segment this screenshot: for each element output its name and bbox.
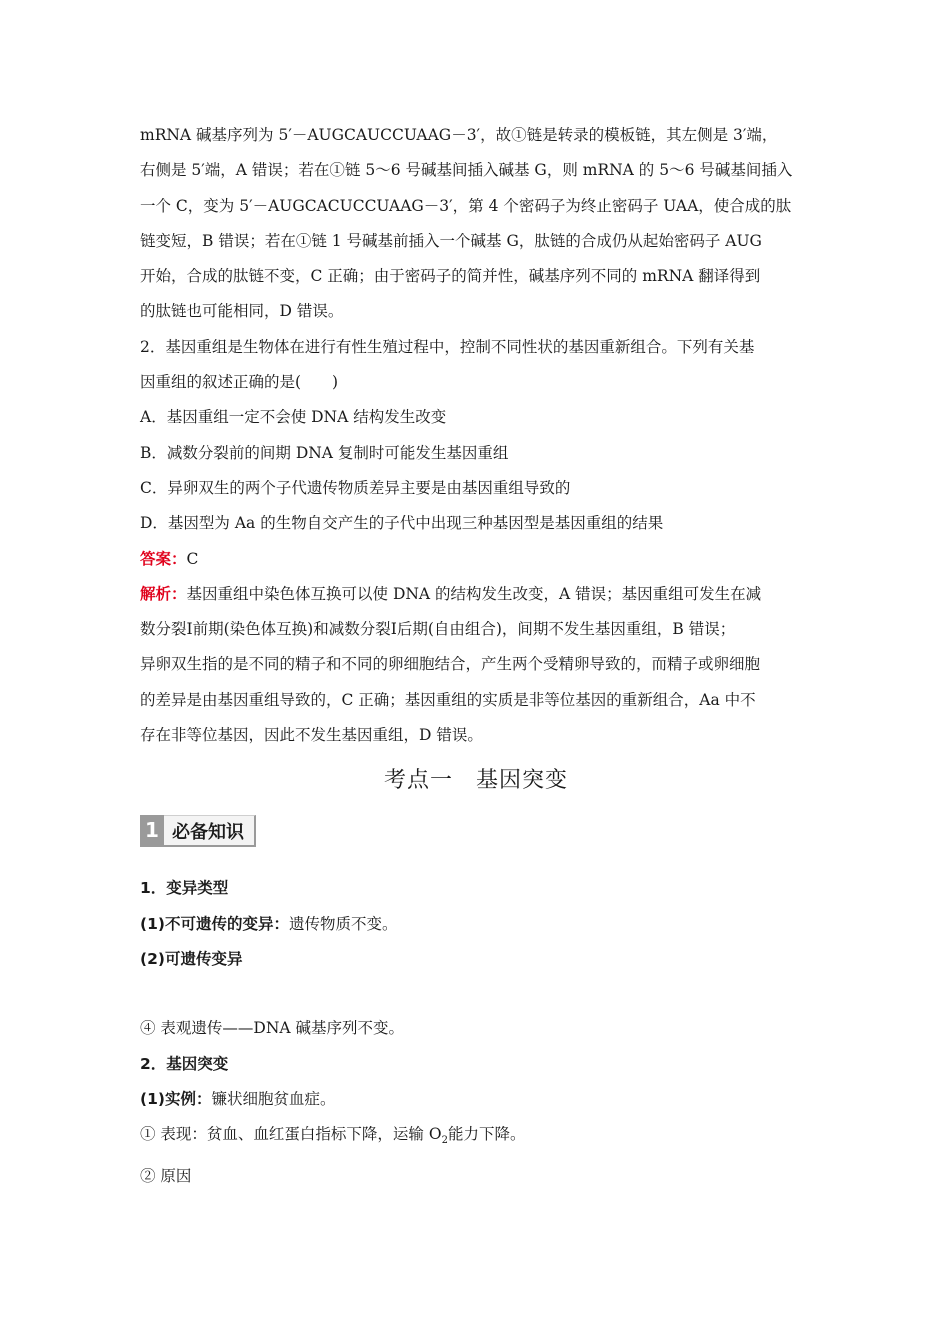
explanation-line: 链变短，B 错误；若在①链 1 号碱基前插入一个碱基 G，肽链的合成仍从起始密码子 AUG	[140, 231, 762, 250]
answer-value: C	[186, 549, 199, 568]
explanation-line: mRNA 碱基序列为 5′－AUGCAUCCUAAG－3′，故①链是转录的模板链，其左侧是 3′端，	[140, 126, 778, 144]
figure-gap	[140, 977, 812, 1011]
option-b: B．减数分裂前的间期 DNA 复制时可能发生基因重组	[140, 443, 509, 462]
item-1-title: 1．变异类型	[140, 879, 229, 898]
answer-line	[140, 542, 812, 577]
analysis-line: 异卵双生指的是不同的精子和不同的卵细胞结合，产生两个受精卵导致的，而精子或卵细胞	[140, 655, 761, 674]
analysis-line: 数分裂Ⅰ前期(染色体互换)和减数分裂Ⅰ后期(自由组合)，间期不发生基因重组，B 错误；	[140, 620, 736, 639]
item-1-sub-2: (2)可遗传变异	[140, 949, 243, 968]
explanation-line: 开始，合成的肽链不变，C 正确；由于密码子的简并性，碱基序列不同的 mRNA 翻译得到	[140, 267, 761, 286]
knowledge-content	[140, 871, 812, 1193]
question-stem: 因重组的叙述正确的是( )	[140, 373, 339, 392]
section-title: 考点一 基因突变	[383, 768, 568, 794]
item-2-point-2: ② 原因	[140, 1166, 192, 1185]
item-1-sub-1: (1)不可遗传的变异：遗传物质不变。	[140, 914, 398, 933]
analysis-line: 的差异是由基因重组导致的，C 正确；基因重组的实质是非等位基因的重新组合，Aa 中不	[140, 690, 756, 709]
option-a: A．基因重组一定不会使 DNA 结构发生改变	[140, 408, 447, 427]
item-2-title: 2．基因突变	[140, 1054, 229, 1073]
question-2	[140, 330, 812, 754]
option-c: C．异卵双生的两个子代遗传物质差异主要是由基因重组导致的	[140, 478, 571, 497]
document-page	[140, 118, 812, 1194]
analysis-label: 解析：	[140, 584, 187, 603]
explanation-line: 右侧是 5′端，A 错误；若在①链 5～6 号碱基间插入碱基 G，则 mRNA 的 5～6 号碱基间插入	[140, 161, 793, 180]
analysis-line: 解析：基因重组中染色体互换可以使 DNA 的结构发生改变，A 错误；基因重组可发生在减	[140, 584, 762, 603]
explanation-line: 的肽链也可能相同，D 错误。	[140, 302, 344, 321]
question-stem: 2．基因重组是生物体在进行有性生殖过程中，控制不同性状的基因重新组合。下列有关基	[140, 337, 755, 356]
explanation-line: 一个 C，变为 5′－AUGCACUCCUAAG－3′，第 4 个密码子为终止密码子 UAA，使合成的肽	[140, 196, 792, 215]
badge-number: 1	[140, 815, 164, 845]
item-1-note: ④ 表观遗传——DNA 碱基序列不变。	[140, 1019, 405, 1038]
option-d: D．基因型为 Aa 的生物自交产生的子代中出现三种基因型是基因重组的结果	[140, 514, 664, 533]
previous-explanation	[140, 118, 812, 330]
section-badge	[140, 815, 256, 847]
item-2-point-1: ① 表现：贫血、血红蛋白指标下降，运输 $O_2$能力下降。	[140, 1125, 526, 1147]
answer-label: 答案：	[140, 549, 187, 568]
badge-text: 必备知识	[164, 815, 256, 845]
item-2-sub-1: (1)实例：镰状细胞贫血症。	[140, 1089, 336, 1108]
analysis-line: 存在非等位基因，因此不发生基因重组，D 错误。	[140, 726, 483, 745]
